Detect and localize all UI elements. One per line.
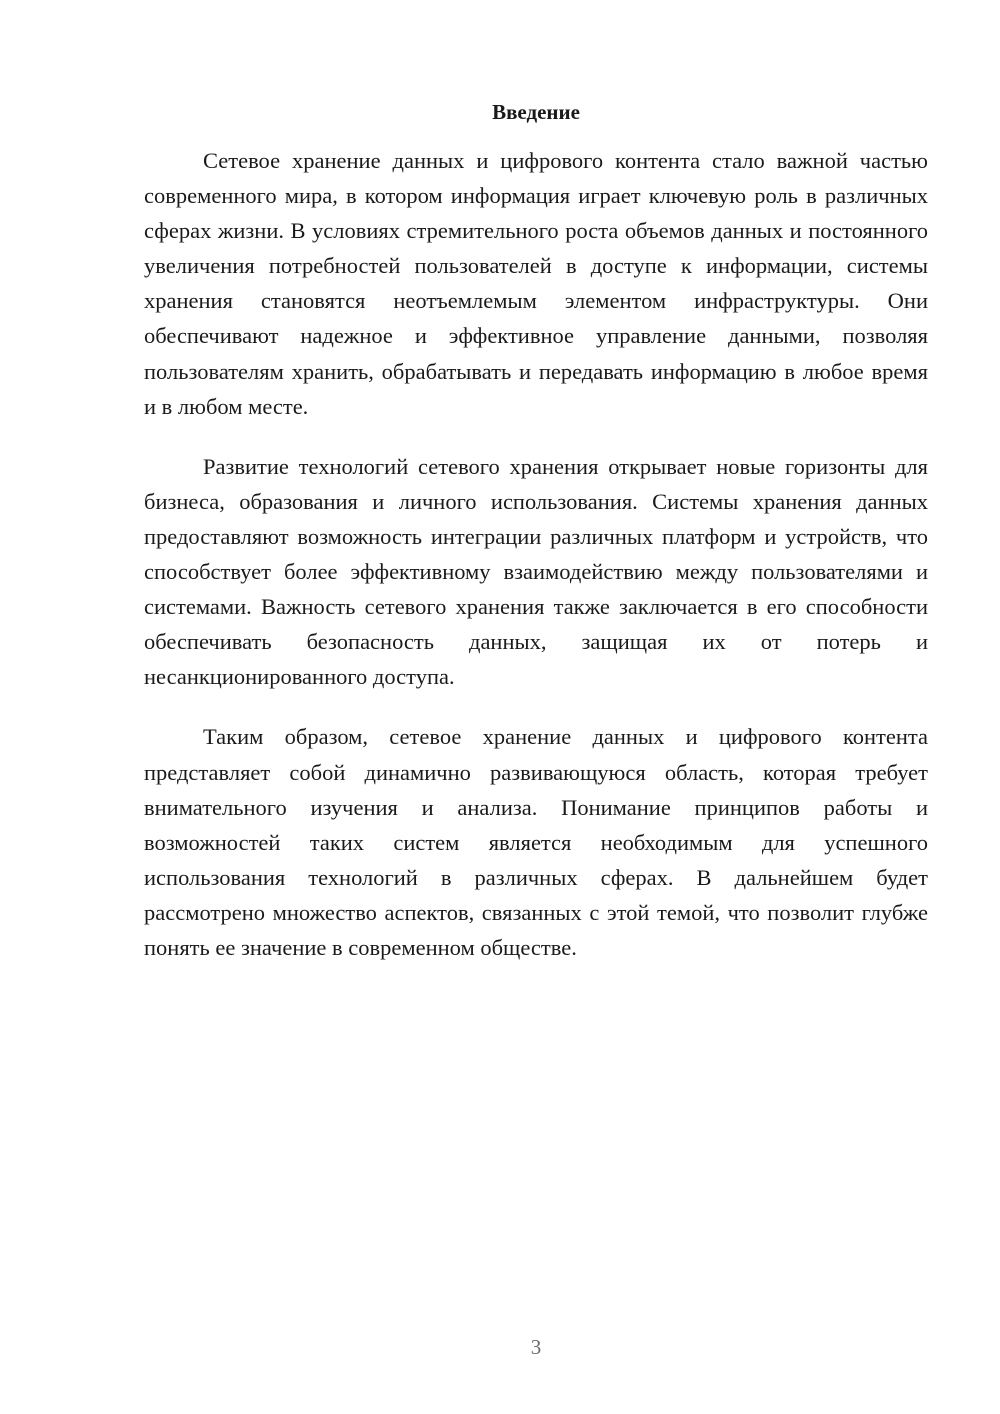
paragraph-1: Сетевое хранение данных и цифрового контента стало важной частью современного мира, в котором информация играет ключевую роль в различных сферах жизни. В условиях стремительного роста объемов данных и постоянного увеличения потребностей пользователей в доступе к информации, системы хранения становятся неотъемлемым элементом инфраструктуры. Они обеспечивают надежное и эффективное управление данными, позволяя пользователям хранить, обрабатывать и передавать информацию в любое время и в любом месте.	[144, 148, 928, 419]
paragraph-3: Таким образом, сетевое хранение данных и цифрового контента представляет собой динамично развивающуюся область, которая требует внимательного изучения и анализа. Понимание принципов работы и возможностей таких систем является необходимым для успешного использования технологий в различных сферах. В дальнейшем будет рассмотрено множество аспектов, связанных с этой темой, что позволит глубже понять ее значение в современном обществе.	[144, 724, 928, 960]
body-text	[144, 143, 928, 965]
page-number: 3	[530, 1335, 542, 1359]
paragraph-2: Развитие технологий сетевого хранения открывает новые горизонты для бизнеса, образования и личного использования. Системы хранения данных предоставляют возможность интеграции различных платформ и устройств, что способствует более эффективному взаимодействию между пользователями и системами. Важность сетевого хранения также заключается в его способности обеспечивать безопасность данных, защищая их от потерь и несанкционированного доступа.	[144, 453, 928, 690]
section-heading: Введение	[492, 100, 580, 124]
